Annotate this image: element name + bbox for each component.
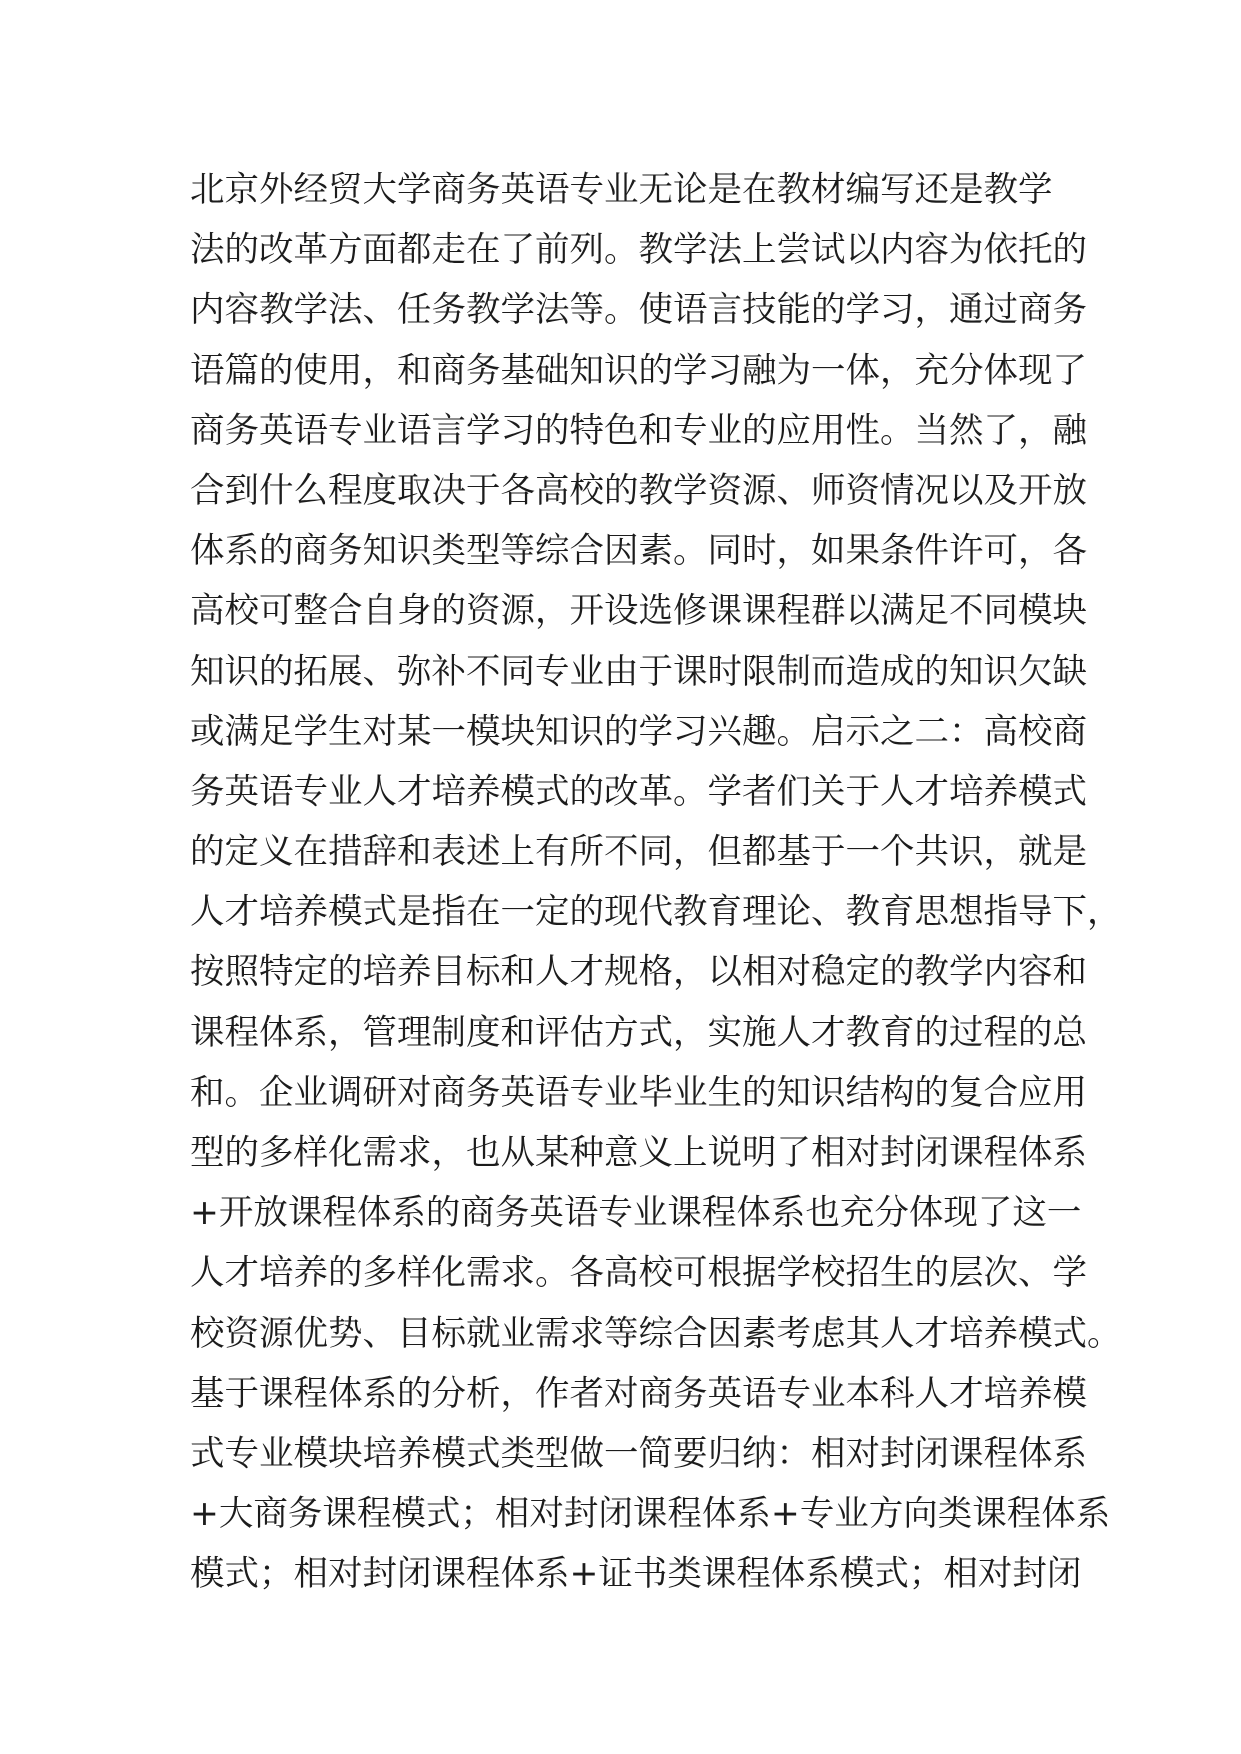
text-line: 按照特定的培养目标和人才规格，以相对稳定的教学内容和 [190, 952, 1087, 993]
text-line: 和。企业调研对商务英语专业毕业生的知识结构的复合应用 [190, 1072, 1087, 1113]
text-line: 北京外经贸大学商务英语专业无论是在教材编写还是教学 [190, 170, 1053, 210]
text-line: 或满足学生对某一模块知识的学习兴趣。启示之二：高校商 [190, 711, 1087, 752]
text-line: 课程体系，管理制度和评估方式，实施人才教育的过程的总 [190, 1012, 1087, 1053]
text-line: 体系的商务知识类型等综合因素。同时，如果条件许可，各 [190, 531, 1087, 572]
text-line: 人才培养的多样化需求。各高校可根据学校招生的层次、学 [190, 1253, 1087, 1294]
text-line: 式专业模块培养模式类型做一简要归纳：相对封闭课程体系 [190, 1433, 1087, 1474]
text-line: 知识的拓展、弥补不同专业由于课时限制而造成的知识欠缺 [190, 651, 1087, 692]
body-text [190, 160, 1122, 1605]
text-line: 型的多样化需求，也从某种意义上说明了相对封闭课程体系 [190, 1133, 1087, 1173]
text-line: 人才培养模式是指在一定的现代教育理论、教育思想指导下， [190, 892, 1122, 933]
text-line: 的定义在措辞和表述上有所不同，但都基于一个共识，就是 [190, 832, 1087, 873]
text-line: 务英语专业人才培养模式的改革。学者们关于人才培养模式 [190, 771, 1087, 812]
text-line: 商务英语专业语言学习的特色和专业的应用性。当然了，融 [190, 410, 1087, 451]
text-line: 法的改革方面都走在了前列。教学法上尝试以内容为依托的 [190, 230, 1087, 271]
text-line: 基于课程体系的分析，作者对商务英语专业本科人才培养模 [190, 1373, 1087, 1414]
text-line: 高校可整合自身的资源，开设选修课课程群以满足不同模块 [190, 591, 1087, 632]
text-line: 模式；相对封闭课程体系+证书类课程体系模式；相对封闭 [190, 1554, 1082, 1595]
text-line: 语篇的使用，和商务基础知识的学习融为一体，充分体现了 [190, 350, 1087, 391]
text-line: 校资源优势、目标就业需求等综合因素考虑其人才培养模式。 [190, 1313, 1122, 1354]
text-line: 合到什么程度取决于各高校的教学资源、师资情况以及开放 [190, 470, 1087, 511]
text-line: 内容教学法、任务教学法等。使语言技能的学习，通过商务 [190, 290, 1087, 331]
text-line: +开放课程体系的商务英语专业课程体系也充分体现了这一 [190, 1193, 1082, 1234]
text-line: +大商务课程模式；相对封闭课程体系+专业方向类课程体系 [190, 1494, 1111, 1535]
